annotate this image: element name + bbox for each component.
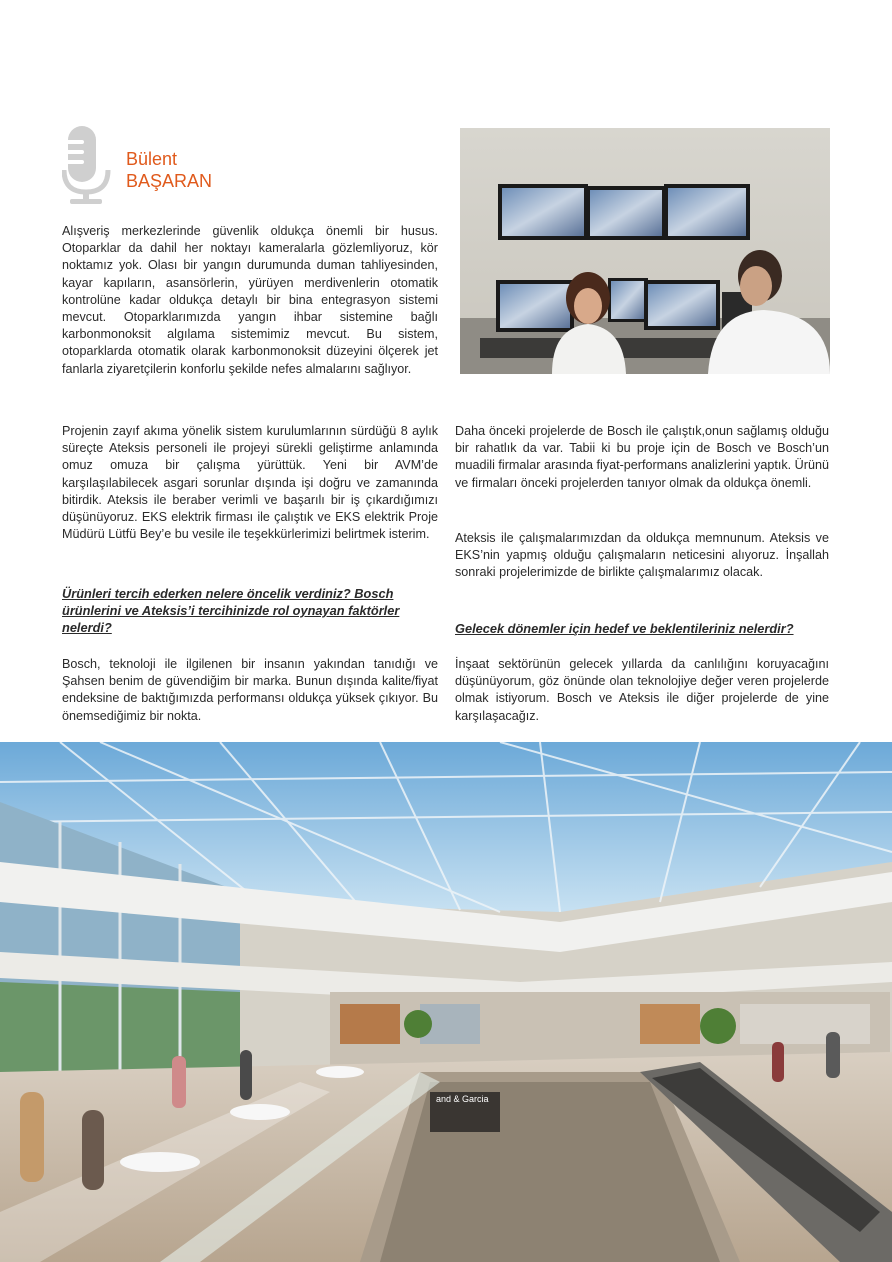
right-question-1: Gelecek dönemler için hedef ve beklentileriniz nelerdir? [455,621,794,636]
shopping-mall-atrium-rendering [0,742,892,1262]
right-paragraph-2: Ateksis ile çalışmalarımızdan da oldukça memnunum. Ateksis ve EKS’nin yapmış olduğu çalışmaların neticesini alıyoruz. İnşallah sonraki projelerimizde de birlikte çalışmalarımız olacak. [455,531,829,580]
left-paragraph-3: Bosch, teknoloji ile ilgilenen bir insanın yakından tanıdığı ve Şahsen benim de güvendiğim bir marka. Bunun dışında kalite/fiyat endeksine de baktığımızda performansı oldukça yüksek çıkıyor. Bu önemsediğimiz bir nokta. [62,657,438,723]
right-paragraph-3: İnşaat sektörünün gelecek yıllarda da canlılığını koruyacağını düşünüyorum, göz önünde olan teknolojiye değer veren projelerde olmak istiyorum. Bosch ve Ateksis ile diğer projelerde de yine karşılaşacağız. [455,657,829,723]
left-question-1: Ürünleri tercih ederken nelere öncelik verdiniz? Bosch ürünlerini ve Ateksis’i tercihinizde rol oynayan faktörler nelerdi? [62,586,400,636]
right-paragraph-1: Daha önceki projelerde de Bosch ile çalıştık,onun sağlamış olduğu bir rahatlık da var. Tabii ki bu proje için de Bosch ve Bosch’un muadili firmalar arasında fiyat-performans analizlerini yaptık. Ürünü ve firmaları önceki projelerden tanıyor olmak da oldukça önemli. [455,424,829,490]
left-paragraph-2: Projenin zayıf akıma yönelik sistem kurulumlarının sürdüğü 8 aylık süreçte Ateksis personeli ile projeyi sürekli geliştirme anlamında omuz omuza bir çalışma yürüttük. Yeni bir AVM’de karşılaşılabilecek asgari sorunlar dışında işi doğru ve zamanında bitirdik. Ateksis ile beraber verimli ve başarılı bir iş çıkardığımızı düşünüyoruz. EKS elektrik firması ile çalıştık ve EKS elektrik Proje Müdürü Lütfü Bey’e bu vesile ile teşekkürlerimizi belirtmek isterim. [62,424,438,542]
speaker-last-name: BAŞARAN [126,171,213,191]
speaker-first-name: Bülent [126,149,178,169]
speaker-microphone-icon [62,126,120,206]
store-sign: and & Garcia [436,1094,489,1104]
speaker-name [126,148,212,192]
security-control-room-photo [460,128,830,374]
left-paragraph-1: Alışveriş merkezlerinde güvenlik oldukça önemli bir husus. Otoparklar da dahil her noktayı kameralarla gözlemliyoruz, kör noktamız yok. Olası bir yangın durumunda duman tahliyesinden, kayar kapıların, asansörlerin, yürüyen merdivenlerin otomatik kontrolüne kadar oldukça detaylı bir bina entegrasyon sistemi mevcut. Otoparklarımızda yangın ihbar sistemine bağlı karbonmonoksit algılama sistemimiz mevcut. Bu sistem, otoparklarda otomatik olarak karbonmonoksit düzeyini ölçerek jet fanlarla ziyaretçilerin konforlu şekilde nefes almalarını sağlıyor. [62,224,438,376]
